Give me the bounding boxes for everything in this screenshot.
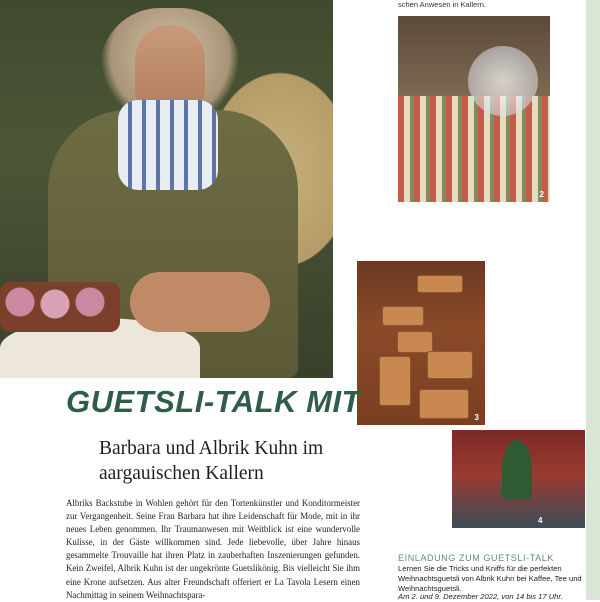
- biscuit: [379, 356, 411, 406]
- biscuit: [397, 331, 433, 353]
- article-title: Barbara und Albrik Kuhn im aargauischen Kallern: [99, 438, 324, 484]
- biscuit: [427, 351, 473, 379]
- photo-caption-top: schen Anwesen in Kallern.: [398, 0, 486, 9]
- invitation-text: Lernen Sie die Tricks und Kniffs für die perfekten Weihnachtsguetsli von Albrik Kuhn bei Kaffee, Tee und Weihnachtsguetsli.: [398, 564, 582, 593]
- invitation-date: Am 2. und 9. Dezember 2022, von 14 bis 17 Uhr.: [398, 592, 563, 601]
- photo-cakes: [0, 282, 120, 332]
- photo-number: 2: [539, 190, 544, 199]
- biscuit: [417, 275, 463, 293]
- christmas-room-photo: [452, 430, 585, 528]
- invitation-title: EINLADUNG ZUM GUETSLI-TALK: [398, 553, 554, 563]
- cookies-photo: [357, 261, 485, 425]
- glass-dome: [468, 46, 538, 116]
- article-body: [66, 497, 360, 602]
- article-kicker: GUETSLI-TALK MIT: [66, 384, 361, 419]
- tableware-photo: [398, 16, 550, 202]
- portrait-photo: [0, 0, 333, 378]
- photo-number: 3: [474, 413, 479, 422]
- photo-hands: [130, 272, 270, 332]
- christmas-tree: [502, 440, 532, 500]
- biscuit: [419, 389, 469, 419]
- page-edge-strip: [586, 0, 600, 600]
- body-paragraph: Albriks Backstube in Wohlen gehört für den Tortenkünstler und Konditormeister zur Vergangenheit. Seine Frau Barbara hat ihre Leidenschaft für Mode, mit in ihr neues Leben genommen. Ihr Traumanwesen mit Weitblick ist eine wundervolle Kulisse, in der Gäste willkommen sind. Jede liebevolle, über Jahre hinaus gesammelte Trouvaille hat ihren Platz in zauberhaften Inszenierungen gefunden. Kein Zweifel, Albrik Kuhn ist der ungekrönte Guetslikönig. Bis vielleicht Sie ihm eine Krone aufsetzen. Aus alter Freundschaft offeriert er La Tavola Lesern einen Nachmittag in seinem Weihnachtspara-: [66, 498, 360, 600]
- photo-scarf: [118, 100, 218, 190]
- photo-number: 4: [538, 516, 543, 525]
- biscuit: [382, 306, 424, 326]
